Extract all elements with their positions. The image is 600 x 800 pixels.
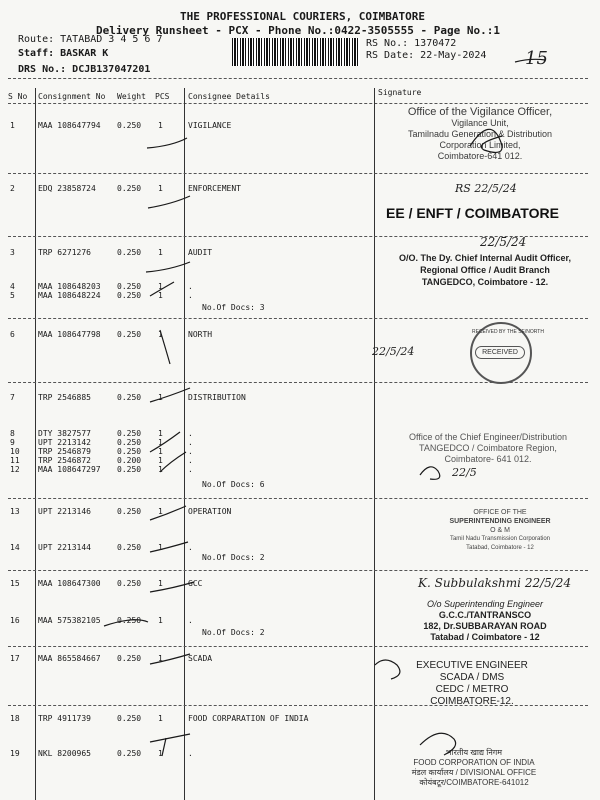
- weight: 0.250: [117, 714, 142, 723]
- consignee-details: FOOD CORPARATION OF INDIA: [188, 714, 309, 723]
- pcs: 1: [158, 714, 163, 723]
- weight: 0.250: [117, 121, 142, 130]
- rs-date: RS Date: 22-May-2024: [366, 50, 487, 61]
- tick-mark: [150, 388, 190, 402]
- consignment-no: TRP 6271276: [38, 248, 91, 257]
- weight: 0.250: [117, 184, 142, 193]
- weight: 0.250: [117, 291, 142, 300]
- sno: 14: [10, 543, 20, 552]
- signature-scribble: [515, 59, 545, 62]
- consignee-details: .: [188, 465, 193, 474]
- stamp-line: EXECUTIVE ENGINEER: [416, 660, 528, 671]
- sno: 10: [10, 447, 20, 456]
- stamp-line: भारतीय खाद्य निगम: [445, 748, 503, 757]
- tick-mark: [150, 654, 190, 664]
- col-consignee: Consignee Details: [188, 92, 270, 101]
- pcs: 1: [158, 616, 163, 625]
- consignee-details: ENFORCEMENT: [188, 184, 241, 193]
- consignment-no: UPT 2213142: [38, 438, 91, 447]
- consignee-details: .: [188, 749, 193, 758]
- stamp-line: Corporation Limited,: [439, 140, 521, 150]
- consignment-no: MAA 108648224: [38, 291, 101, 300]
- stamp-line: G.C.C./TANTRANSCO: [438, 610, 532, 620]
- weight: 0.250: [117, 429, 142, 438]
- sno: 8: [10, 429, 15, 438]
- weight: 0.200: [117, 456, 142, 465]
- col-signature: Signature: [378, 88, 422, 97]
- signature-scribble: [420, 733, 456, 755]
- runsheet-title: Delivery Runsheet - PCX - Phone No.:0422-3505555 - Page No.:1: [96, 24, 500, 37]
- consignment-no: MAA 108648203: [38, 282, 101, 291]
- doc-count: No.Of Docs: 2: [202, 553, 265, 562]
- pcs: 1: [158, 393, 163, 402]
- weight: 0.250: [117, 616, 142, 625]
- sno: 11: [10, 456, 20, 465]
- consignee-details: .: [188, 616, 193, 625]
- doc-count: No.Of Docs: 2: [202, 628, 265, 637]
- signature-scribble: [375, 660, 400, 679]
- pcs: 1: [158, 465, 163, 474]
- stamp-line: मंडल कार्यालय / DIVISIONAL OFFICE: [411, 768, 537, 777]
- pcs: 1: [158, 248, 163, 257]
- consignee-details: .: [188, 447, 193, 456]
- stamp-line: Tatabad, Coimbatore - 12: [466, 545, 534, 551]
- consignment-no: MAA 108647300: [38, 579, 101, 588]
- sno: 1: [10, 121, 15, 130]
- pcs: 1: [158, 543, 163, 552]
- col-consignment: Consignment No: [38, 92, 106, 101]
- pcs: 1: [158, 184, 163, 193]
- col-pcs: PCS: [155, 92, 170, 101]
- pcs: 1: [158, 749, 163, 758]
- tick-mark: [147, 138, 187, 148]
- stamp-line: कोयंबटूर/COIMBATORE-641012: [419, 778, 529, 787]
- sno: 4: [10, 282, 15, 291]
- weight: 0.250: [117, 447, 142, 456]
- consignment-no: UPT 2213144: [38, 543, 91, 552]
- sno: 15: [10, 579, 20, 588]
- consignee-details: .: [188, 456, 193, 465]
- stamp-line: O & M: [490, 527, 510, 534]
- sno: 12: [10, 465, 20, 474]
- consignment-no: MAA 108647794: [38, 121, 101, 130]
- weight: 0.250: [117, 543, 142, 552]
- signature-scribble: [470, 129, 502, 152]
- handwritten-date: 22/5/24: [480, 235, 527, 249]
- tick-mark: [160, 330, 170, 364]
- sno: 5: [10, 291, 15, 300]
- consignee-details: .: [188, 438, 193, 447]
- consignment-no: TRP 2546879: [38, 447, 91, 456]
- consignment-no: MAA 108647297: [38, 465, 101, 474]
- consignee-details: SCADA: [188, 654, 213, 663]
- rs-number: RS No.: 1370472: [366, 38, 457, 49]
- stamp-line: O/O. The Dy. Chief Internal Audit Officer,: [398, 253, 572, 263]
- handwritten-signature: 22/5: [452, 466, 477, 479]
- sno: 16: [10, 616, 20, 625]
- tick-mark: [150, 432, 180, 452]
- consignment-no: EDQ 23858724: [38, 184, 96, 193]
- sno: 13: [10, 507, 20, 516]
- stamp-line: Office of the Chief Engineer/Distribution: [409, 432, 567, 442]
- handwritten-count: 15: [525, 48, 548, 69]
- consignment-no: TRP 4911739: [38, 714, 91, 723]
- col-sno: S No: [8, 92, 28, 101]
- stamp-line: CEDC / METRO: [435, 684, 509, 695]
- sno: 17: [10, 654, 20, 663]
- weight: 0.250: [117, 749, 142, 758]
- stamp-line: Tamil Nadu Transmission Corporation: [449, 536, 551, 542]
- tick-mark: [148, 196, 190, 208]
- pcs: 1: [158, 438, 163, 447]
- weight: 0.250: [117, 438, 142, 447]
- route-label: Route: TATABAD 3 4 5 6 7: [18, 34, 163, 45]
- tick-mark: [150, 542, 188, 552]
- pcs: 1: [158, 282, 163, 291]
- weight: 0.250: [117, 507, 142, 516]
- stamp-line: TANGEDCO, Coimbatore - 12.: [421, 277, 549, 287]
- sno: 6: [10, 330, 15, 339]
- consignee-details: .: [188, 291, 193, 300]
- stamp-line: TANGEDCO / Coimbatore Region,: [419, 443, 557, 453]
- tick-mark: [150, 282, 174, 296]
- tick-mark: [104, 620, 148, 626]
- stamp-line: Coimbatore- 641 012.: [444, 454, 532, 464]
- consignee-details: .: [188, 282, 193, 291]
- handwritten-signature: K. Subbulakshmi 22/5/24: [418, 576, 572, 590]
- tick-mark: [162, 738, 166, 756]
- tick-mark: [160, 452, 186, 472]
- consignment-no: UPT 2213146: [38, 507, 91, 516]
- sno: 18: [10, 714, 20, 723]
- tick-mark: [150, 582, 194, 592]
- doc-count: No.Of Docs: 3: [202, 303, 265, 312]
- stamp-line: Regional Office / Audit Branch: [420, 265, 550, 275]
- weight: 0.250: [117, 579, 142, 588]
- pcs: 1: [158, 456, 163, 465]
- stamp-line: OFFICE OF THE: [473, 509, 527, 516]
- consignment-no: MAA 108647798: [38, 330, 101, 339]
- pcs: 1: [158, 291, 163, 300]
- pcs: 1: [158, 429, 163, 438]
- pcs: 1: [158, 447, 163, 456]
- pcs: 1: [158, 654, 163, 663]
- stamp-line: Tamilnadu Generation & Distribution: [407, 129, 553, 139]
- pcs: 1: [158, 121, 163, 130]
- stamp-line: Coimbatore-641 012.: [437, 151, 523, 161]
- sno: 3: [10, 248, 15, 257]
- sno: 7: [10, 393, 15, 402]
- consignment-no: MAA 575382105: [38, 616, 101, 625]
- consignee-details: NORTH: [188, 330, 213, 339]
- stamp-line: Tatabad / Coimbatore - 12: [430, 632, 540, 642]
- stamp-line: SUPERINTENDING ENGINEER: [449, 518, 551, 525]
- tick-mark: [150, 506, 186, 520]
- tick-mark: [146, 262, 190, 272]
- consignee-details: .: [188, 429, 193, 438]
- drs-number: DRS No.: DCJB137047201: [18, 64, 151, 75]
- doc-count: No.Of Docs: 6: [202, 480, 265, 489]
- consignment-no: DTY 3827577: [38, 429, 91, 438]
- consignee-details: VIGILANCE: [188, 121, 232, 130]
- enforcement-stamp: EE / ENFT / COIMBATORE: [386, 205, 559, 221]
- stamp-line: COIMBATORE-12.: [430, 696, 514, 707]
- consignment-no: MAA 865584667: [38, 654, 101, 663]
- col-weight: Weight: [117, 92, 146, 101]
- stamp-line: Vigilance Unit,: [451, 118, 509, 128]
- seal-text: RECEIVED: [475, 346, 525, 359]
- consignee-details: AUDIT: [188, 248, 213, 257]
- consignee-details: OPERATION: [188, 507, 232, 516]
- consignment-no: TRP 2546885: [38, 393, 91, 402]
- seal-ring-text: RECEIVED BY THE SE/NORTH: [472, 329, 544, 335]
- pcs: 1: [158, 330, 163, 339]
- stamp-line: 182, Dr.SUBBARAYAN ROAD: [423, 621, 547, 631]
- stamp-line: Office of the Vigilance Officer,: [407, 106, 553, 118]
- consignee-details: .: [188, 543, 193, 552]
- sno: 19: [10, 749, 20, 758]
- stamp-line: O/o Superintending Engineer: [426, 599, 544, 609]
- stamp-line: FOOD CORPORATION OF INDIA: [413, 758, 535, 767]
- weight: 0.250: [117, 248, 142, 257]
- handwritten-signature: 22/5/24: [372, 345, 415, 358]
- consignee-details: GCC: [188, 579, 203, 588]
- pcs: 1: [158, 579, 163, 588]
- sno: 2: [10, 184, 15, 193]
- staff-label: Staff: BASKAR K: [18, 48, 109, 59]
- pcs: 1: [158, 507, 163, 516]
- signature-scribble: [420, 467, 440, 480]
- handwritten-signature: RS 22/5/24: [455, 182, 517, 195]
- weight: 0.250: [117, 654, 142, 663]
- weight: 0.250: [117, 330, 142, 339]
- consignment-no: TRP 2546872: [38, 456, 91, 465]
- sno: 9: [10, 438, 15, 447]
- consignment-no: NKL 8200965: [38, 749, 91, 758]
- weight: 0.250: [117, 282, 142, 291]
- weight: 0.250: [117, 465, 142, 474]
- stamp-line: SCADA / DMS: [439, 672, 505, 683]
- tick-mark: [150, 734, 190, 742]
- consignee-details: DISTRIBUTION: [188, 393, 246, 402]
- company-title: THE PROFESSIONAL COURIERS, COIMBATORE: [180, 10, 426, 23]
- weight: 0.250: [117, 393, 142, 402]
